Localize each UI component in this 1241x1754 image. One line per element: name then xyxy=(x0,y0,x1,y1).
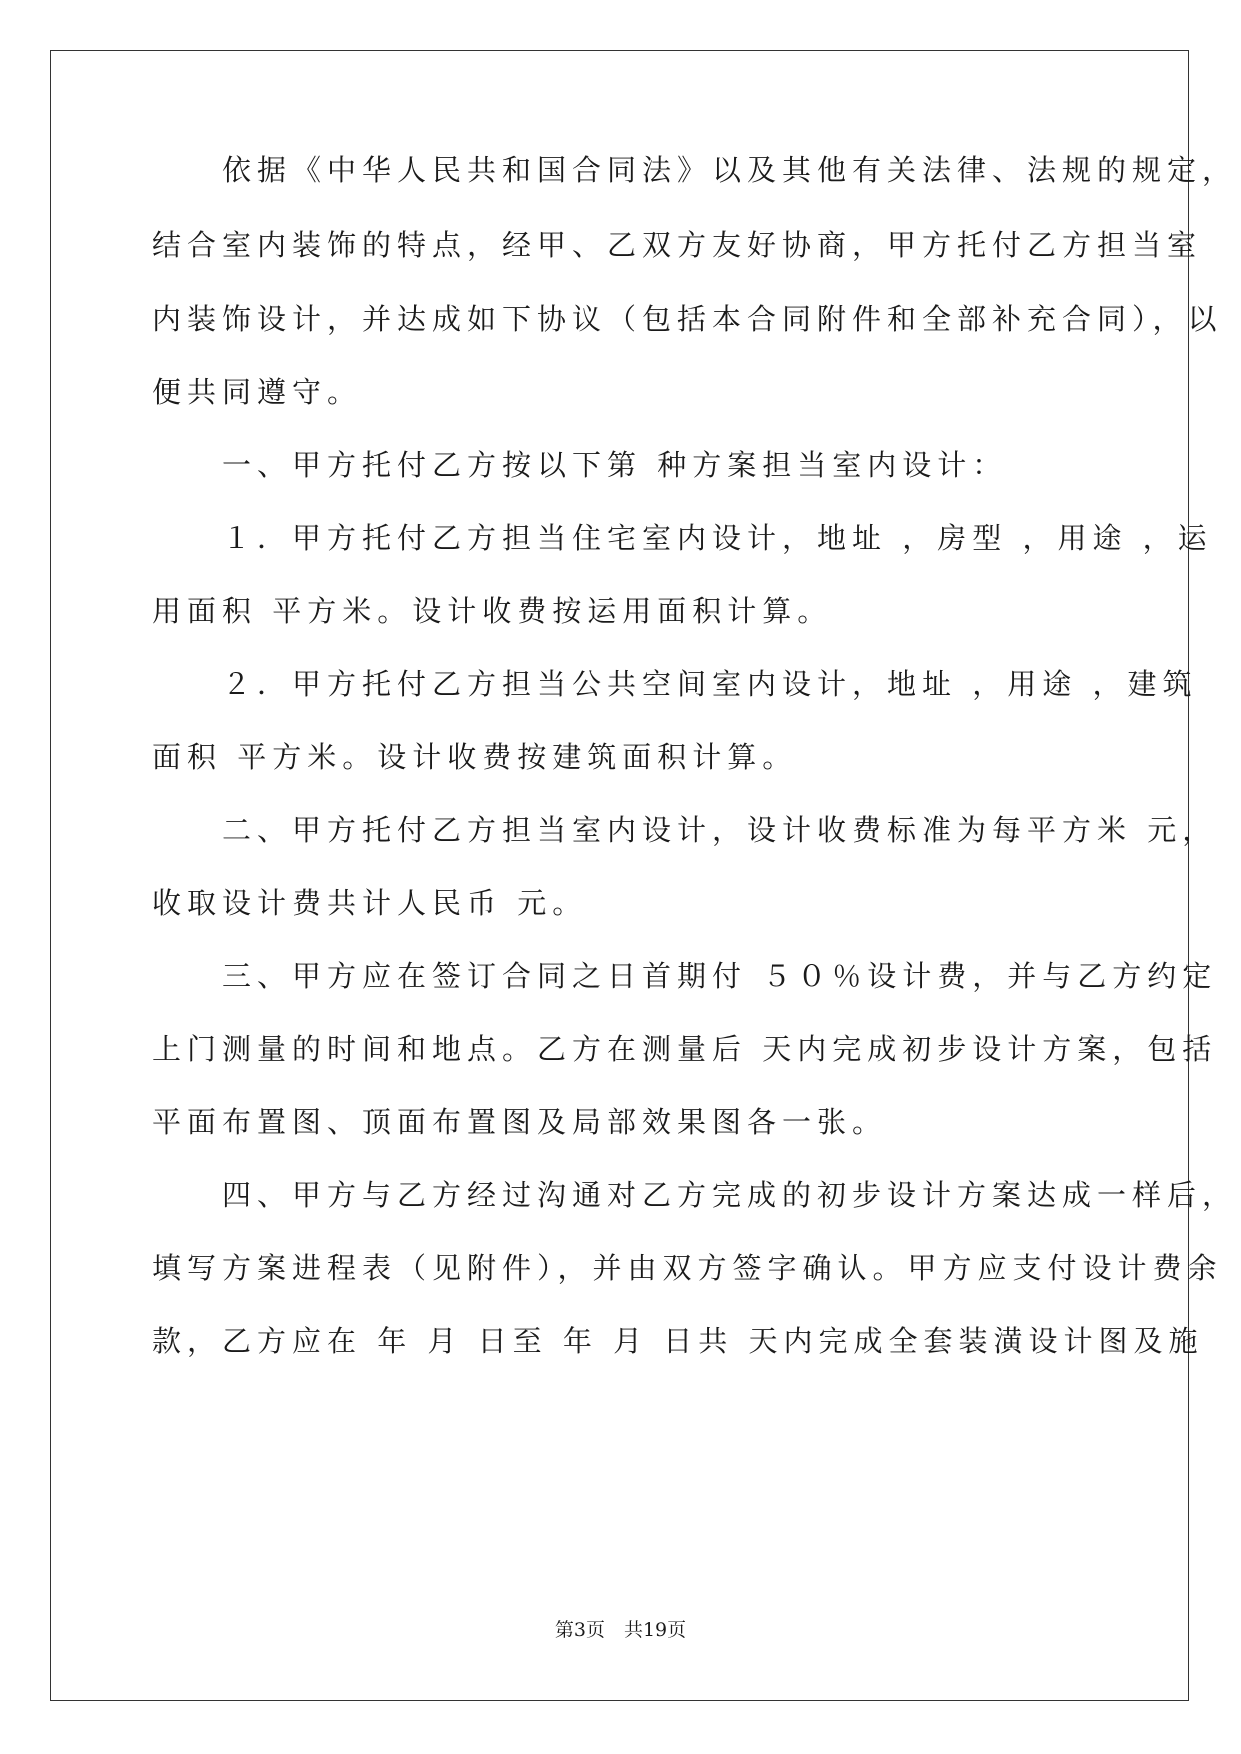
text-line: 上门测量的时间和地点。乙方在测量后 天内完成初步设计方案，包括 xyxy=(152,1032,1218,1066)
page-border xyxy=(50,50,1189,1701)
text-line: 面积 平方米。设计收费按建筑面积计算。 xyxy=(152,740,798,774)
text-line: 款，乙方应在 年 月 日至 年 月 日共 天内完成全套装潢设计图及施 xyxy=(152,1324,1204,1358)
text-line: １．甲方托付乙方担当住宅室内设计，地址 ，房型 ，用途 ，运 xyxy=(152,521,1213,555)
text-line: ２．甲方托付乙方担当公共空间室内设计，地址 ，用途 ，建筑 xyxy=(152,667,1198,701)
text-line: 用面积 平方米。设计收费按运用面积计算。 xyxy=(152,594,833,628)
text-line: 二、甲方托付乙方担当室内设计，设计收费标准为每平方米 元， xyxy=(152,813,1218,847)
text-line: 便共同遵守。 xyxy=(152,375,363,409)
text-line: 四、甲方与乙方经过沟通对乙方完成的初步设计方案达成一样后， xyxy=(152,1178,1238,1212)
text-line: 填写方案进程表（见附件），并由双方签字确认。甲方应支付设计费余 xyxy=(152,1251,1223,1285)
text-line: 平面布置图、顶面布置图及局部效果图各一张。 xyxy=(152,1105,888,1139)
text-line: 收取设计费共计人民币 元。 xyxy=(152,886,588,920)
text-line: 结合室内装饰的特点，经甲、乙双方友好协商，甲方托付乙方担当室 xyxy=(152,228,1203,262)
text-line: 一、甲方托付乙方按以下第 种方案担当室内设计： xyxy=(152,448,1008,482)
text-line: 依据《中华人民共和国合同法》以及其他有关法律、法规的规定， xyxy=(152,153,1238,187)
page-number-footer: 第3页 共19页 xyxy=(554,1619,687,1641)
text-line: 内装饰设计，并达成如下协议（包括本合同附件和全部补充合同），以 xyxy=(152,302,1223,336)
text-line: 三、甲方应在签订合同之日首期付 ５０％设计费，并与乙方约定 xyxy=(152,959,1218,993)
